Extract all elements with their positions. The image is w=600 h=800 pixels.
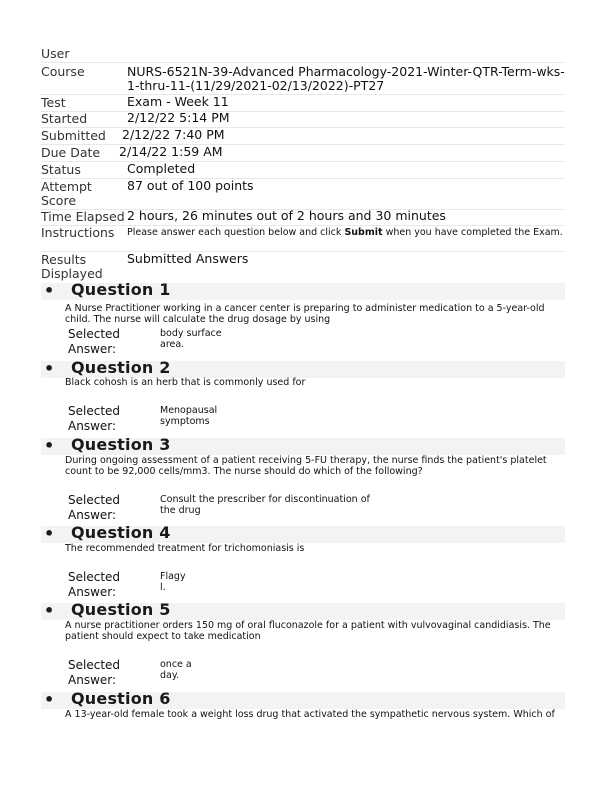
time-elapsed-value: 2 hours, 26 minutes out of 2 hours and 30 minutes: [127, 208, 446, 223]
selected-answer-value: [160, 571, 400, 593]
answer-line: Consult the prescriber for discontinuation of: [160, 494, 370, 505]
bullet-icon: •: [44, 524, 55, 543]
attempt-score-value: 87 out of 100 points: [127, 178, 254, 193]
submitted-value: 2/12/22 7:40 PM: [122, 127, 225, 142]
question-title: Question 4: [71, 523, 171, 542]
bullet-icon: •: [44, 601, 55, 620]
started-value: 2/12/22 5:14 PM: [127, 110, 230, 125]
question-title: Question 5: [71, 600, 171, 619]
answer-line: area.: [160, 339, 185, 350]
attempt-score-row: [41, 179, 565, 210]
question-title: Question 2: [71, 358, 171, 377]
answer-word: Answer:: [68, 508, 117, 522]
selected-answer-label: [68, 327, 138, 357]
status-value: Completed: [127, 161, 196, 176]
due-date-row: [41, 145, 565, 162]
selected-answer-value: [160, 494, 400, 516]
selected-word: Selected: [68, 570, 121, 584]
answer-line: body surface: [160, 328, 222, 339]
attempt-label: Attempt: [41, 179, 92, 194]
course-row: [41, 64, 565, 95]
answer-line: l.: [160, 582, 166, 593]
course-value: NURS-6521N-39-Advanced Pharmacology-2021-Winter-QTR-Term-wks-1-thru-11-(11/29/2021-02/13/2022)-PT27: [127, 64, 565, 93]
selected-answer-value: [160, 328, 400, 350]
answer-line: the drug: [160, 505, 201, 516]
due-date-value: 2/14/22 1:59 AM: [119, 144, 223, 159]
bullet-icon: •: [44, 436, 55, 455]
score-label: Score: [41, 193, 77, 208]
results-displayed-row: [41, 252, 565, 280]
bullet-icon: •: [44, 690, 55, 709]
answer-line: once a: [160, 659, 192, 670]
selected-answer-value: [160, 405, 400, 427]
instructions-submit-word: Submit: [344, 227, 383, 238]
course-label: Course: [41, 64, 85, 79]
started-row: [41, 111, 565, 128]
results-displayed-value: Submitted Answers: [127, 251, 249, 266]
question-text: A nurse practitioner orders 150 mg of oral fluconazole for a patient with vulvovaginal candidiasis. The patient should expect to take medication: [65, 620, 551, 642]
answer-line: symptoms: [160, 416, 210, 427]
instructions-row: [41, 225, 565, 252]
selected-answer-value: [160, 659, 400, 681]
question-text: Black cohosh is an herb that is commonly used for: [65, 377, 306, 388]
submitted-row: [41, 128, 565, 145]
answer-word: Answer:: [68, 419, 117, 433]
question-header: [41, 358, 565, 378]
instructions-text-start: Please answer each question below and click: [127, 227, 345, 238]
time-elapsed-row: [41, 209, 565, 226]
bullet-icon: •: [44, 359, 55, 378]
answer-line: Flagy: [160, 571, 186, 582]
status-row: [41, 162, 565, 179]
answer-word: Answer:: [68, 673, 117, 687]
question-header: [41, 435, 565, 455]
question-text: A 13-year-old female took a weight loss drug that activated the sympathetic nervous system. Which of: [65, 709, 555, 720]
question-text: The recommended treatment for trichomoniasis is: [65, 543, 305, 554]
question-header: [41, 523, 565, 543]
displayed-label: Displayed: [41, 266, 103, 281]
question-text: A Nurse Practitioner working in a cancer center is preparing to administer medication to a 5-year-old child. The nurse will calculate the drug dosage by using: [65, 303, 545, 325]
question-title: Question 1: [71, 280, 171, 299]
question-header: [41, 600, 565, 620]
status-label: Status: [41, 162, 81, 177]
selected-answer-label: [68, 404, 138, 434]
test-label: Test: [41, 95, 66, 110]
question-title: Question 3: [71, 435, 171, 454]
time-elapsed-label: Time Elapsed: [41, 209, 125, 224]
answer-word: Answer:: [68, 342, 117, 356]
selected-answer-label: [68, 570, 138, 600]
bullet-icon: •: [44, 281, 55, 300]
answer-line: day.: [160, 670, 180, 681]
selected-word: Selected: [68, 327, 121, 341]
selected-answer-label: [68, 493, 138, 523]
test-row: [41, 95, 565, 112]
results-label: Results: [41, 252, 87, 267]
started-label: Started: [41, 111, 88, 126]
selected-answer-label: [68, 658, 138, 688]
selected-word: Selected: [68, 493, 121, 507]
instructions-label: Instructions: [41, 225, 115, 240]
instructions-value: [127, 227, 565, 238]
user-row: [41, 46, 565, 63]
submitted-label: Submitted: [41, 128, 106, 143]
test-value: Exam - Week 11: [127, 94, 229, 109]
question-header: [41, 689, 565, 709]
answer-word: Answer:: [68, 585, 117, 599]
instructions-text-end: when you have completed the Exam.: [382, 227, 563, 238]
question-text: During ongoing assessment of a patient receiving 5-FU therapy, the nurse finds the patient's platelet count to be 92,000 cells/mm3. The nurse should do which of the following?: [65, 455, 547, 477]
selected-word: Selected: [68, 658, 121, 672]
due-date-label: Due Date: [41, 145, 101, 160]
question-title: Question 6: [71, 689, 171, 708]
selected-word: Selected: [68, 404, 121, 418]
answer-line: Menopausal: [160, 405, 218, 416]
user-label: User: [41, 46, 70, 61]
question-header: [41, 280, 565, 300]
